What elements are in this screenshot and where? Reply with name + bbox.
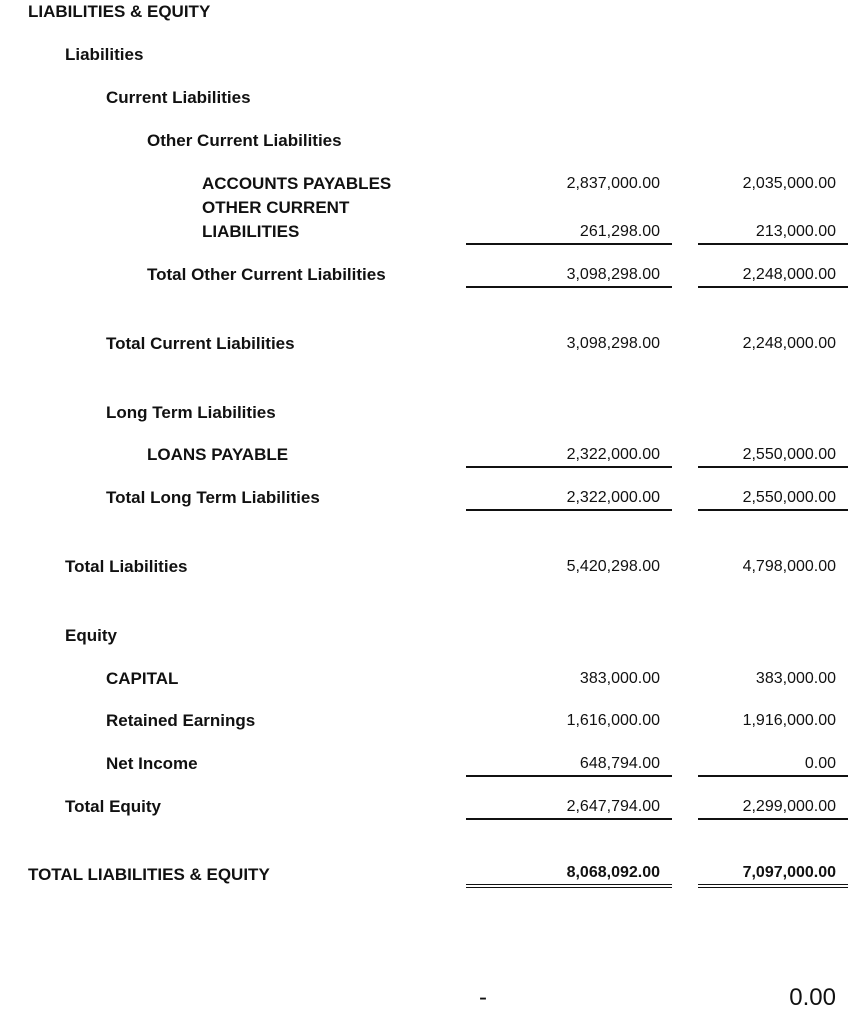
other-current-liabilities-line2: LIABILITIES: [202, 222, 300, 241]
total-other-current-liabilities-value-1: 3,098,298.00: [566, 266, 660, 283]
accounts-payables-label: ACCOUNTS PAYABLES: [202, 174, 392, 193]
retained-earnings-value-1: 1,616,000.00: [566, 712, 660, 729]
grand-total-value-1: 8,068,092.00: [566, 864, 660, 881]
total-equity-value-1: 2,647,794.00: [566, 798, 660, 815]
net-income-label: Net Income: [106, 754, 198, 773]
total-other-current-liabilities-value-2: 2,248,000.00: [742, 266, 836, 283]
loans-payable-value-1: 2,322,000.00: [566, 446, 660, 463]
underline: [466, 775, 672, 777]
other-current-liabilities-label: Other Current Liabilities: [147, 131, 342, 150]
net-income-value-1: 648,794.00: [579, 755, 660, 772]
double-underline: [698, 884, 848, 888]
underline: [466, 466, 672, 468]
loans-payable-label: LOANS PAYABLE: [147, 445, 289, 464]
accounts-payables-value-1: 2,837,000.00: [566, 175, 660, 192]
current-liabilities-label: Current Liabilities: [106, 88, 251, 107]
grand-total-label: TOTAL LIABILITIES & EQUITY: [28, 865, 270, 884]
total-long-term-liabilities-value-1: 2,322,000.00: [566, 489, 660, 506]
retained-earnings-value-2: 1,916,000.00: [742, 712, 836, 729]
capital-value-2: 383,000.00: [755, 670, 836, 687]
underline: [466, 818, 672, 820]
underline: [466, 243, 672, 245]
total-other-current-liabilities-label: Total Other Current Liabilities: [147, 265, 386, 284]
underline: [698, 509, 848, 511]
equity-label: Equity: [65, 626, 117, 645]
total-equity-label: Total Equity: [65, 797, 162, 816]
other-current-liabilities-line1: OTHER CURRENT: [202, 198, 350, 217]
total-current-liabilities-value-2: 2,248,000.00: [742, 335, 836, 352]
underline: [698, 286, 848, 288]
total-equity-value-2: 2,299,000.00: [742, 798, 836, 815]
total-current-liabilities-value-1: 3,098,298.00: [566, 335, 660, 352]
section-heading: LIABILITIES & EQUITY: [28, 2, 211, 21]
total-long-term-liabilities-value-2: 2,550,000.00: [742, 489, 836, 506]
total-long-term-liabilities-label: Total Long Term Liabilities: [106, 488, 320, 507]
footer-dash: -: [479, 984, 487, 1011]
total-liabilities-value-2: 4,798,000.00: [742, 558, 836, 575]
accounts-payables-value-2: 2,035,000.00: [742, 175, 836, 192]
other-current-liabilities-value-2: 213,000.00: [755, 223, 836, 240]
underline: [466, 286, 672, 288]
underline: [698, 775, 848, 777]
double-underline: [466, 884, 672, 888]
grand-total-value-2: 7,097,000.00: [742, 864, 836, 881]
total-liabilities-value-1: 5,420,298.00: [566, 558, 660, 575]
underline: [698, 818, 848, 820]
underline: [698, 466, 848, 468]
underline: [466, 509, 672, 511]
liabilities-label: Liabilities: [65, 45, 144, 64]
total-current-liabilities-label: Total Current Liabilities: [106, 334, 295, 353]
footer-zero: 0.00: [789, 984, 836, 1011]
capital-value-1: 383,000.00: [579, 670, 660, 687]
total-liabilities-label: Total Liabilities: [65, 557, 188, 576]
loans-payable-value-2: 2,550,000.00: [742, 446, 836, 463]
underline: [698, 243, 848, 245]
other-current-liabilities-value-1: 261,298.00: [579, 223, 660, 240]
net-income-value-2: 0.00: [804, 755, 836, 772]
capital-label: CAPITAL: [106, 669, 179, 688]
long-term-liabilities-label: Long Term Liabilities: [106, 403, 276, 422]
retained-earnings-label: Retained Earnings: [106, 711, 256, 730]
